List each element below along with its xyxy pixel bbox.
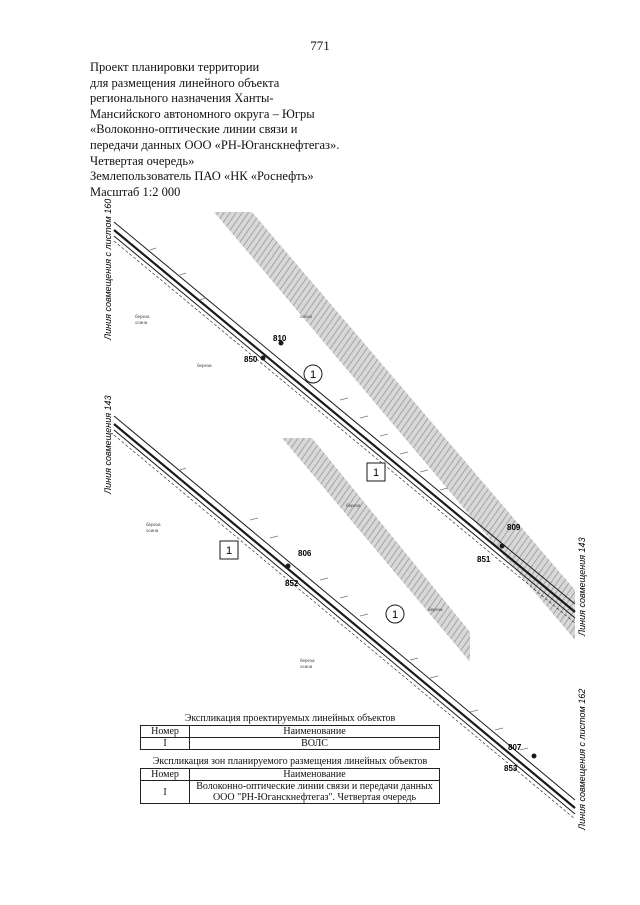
vegetation-note: береза: [346, 503, 361, 508]
table-row: [141, 738, 440, 750]
point-label: 807: [508, 743, 522, 752]
zone-marker-square: [367, 463, 385, 481]
match-line-label: Линия совмещения с листом 162: [577, 688, 587, 830]
header-line: Мансийского автономного округа – Югры: [90, 106, 315, 121]
header-line: регионального назначения Ханты-: [90, 91, 274, 106]
table1-cell-name: ВОЛС: [190, 738, 440, 750]
vegetation-note: осина: [146, 528, 159, 533]
table-row: [141, 781, 440, 804]
table2-cell-name: Волоконно-оптические линии связи и передачи данных ООО "РН-Юганскнефтегаз". Четвертая очередь: [190, 781, 440, 804]
table1-header-name: Наименование: [190, 726, 440, 738]
zone-number: 1: [309, 369, 317, 381]
zone-number: 1: [225, 545, 233, 557]
match-line-label: Линия совмещения 143: [577, 537, 587, 636]
header-line: «Волоконно-оптические линии связи и: [90, 122, 298, 137]
table2-header-name: Наименование: [190, 769, 440, 781]
table2-header-number: Номер: [141, 769, 190, 781]
point-label: 852: [285, 579, 299, 588]
table1: [140, 725, 440, 750]
point-label: 810: [273, 334, 287, 343]
hatched-strip: [214, 212, 575, 640]
header-line: для размещения линейного объекта: [90, 75, 280, 90]
vegetation-note: береза: [300, 658, 315, 663]
match-line-label: Линия совмещения с листом 160: [103, 198, 113, 340]
page-number: 771: [310, 38, 330, 53]
zone-number: 1: [391, 609, 399, 621]
vegetation-note: сосна: [300, 314, 313, 319]
header-line: Масштаб 1:2 000: [90, 184, 181, 199]
table2: [140, 768, 440, 804]
zone-number: 1: [372, 467, 380, 479]
zone-marker-circle: [304, 365, 322, 383]
header-line: передачи данных ООО «РН-Юганскнефтегаз».: [90, 137, 340, 152]
zone-marker-circle: [386, 605, 404, 623]
table1-caption: Экспликация проектируемых линейных объектов: [184, 713, 396, 724]
point-label: 809: [507, 523, 521, 532]
vegetation-note: осина: [300, 664, 313, 669]
match-line-label: Линия совмещения 143: [103, 395, 113, 494]
point-label: 850: [244, 355, 258, 364]
table2-cell-number: I: [141, 781, 190, 804]
table1-cell-number: I: [141, 738, 190, 750]
pipeline-corridor-upper: [114, 222, 575, 623]
header-line: Землепользователь ПАО «НК «Роснефть»: [90, 169, 314, 184]
point-label: 853: [504, 764, 518, 773]
vegetation-note: осина: [135, 320, 148, 325]
vegetation-note: береза: [197, 363, 212, 368]
explication-tables: [140, 713, 440, 810]
zone-marker-square: [220, 541, 238, 559]
header-line: Четвертая очередь»: [90, 153, 195, 168]
vegetation-note: береза: [135, 314, 150, 319]
vegetation-note: береза: [428, 607, 443, 612]
point-label: 851: [477, 555, 491, 564]
table1-header-number: Номер: [141, 726, 190, 738]
vegetation-note: береза: [146, 522, 161, 527]
table2-caption: Экспликация зон планируемого размещения линейных объектов: [152, 756, 428, 767]
point-label: 806: [298, 549, 312, 558]
header-line: Проект планировки территории: [90, 60, 260, 74]
